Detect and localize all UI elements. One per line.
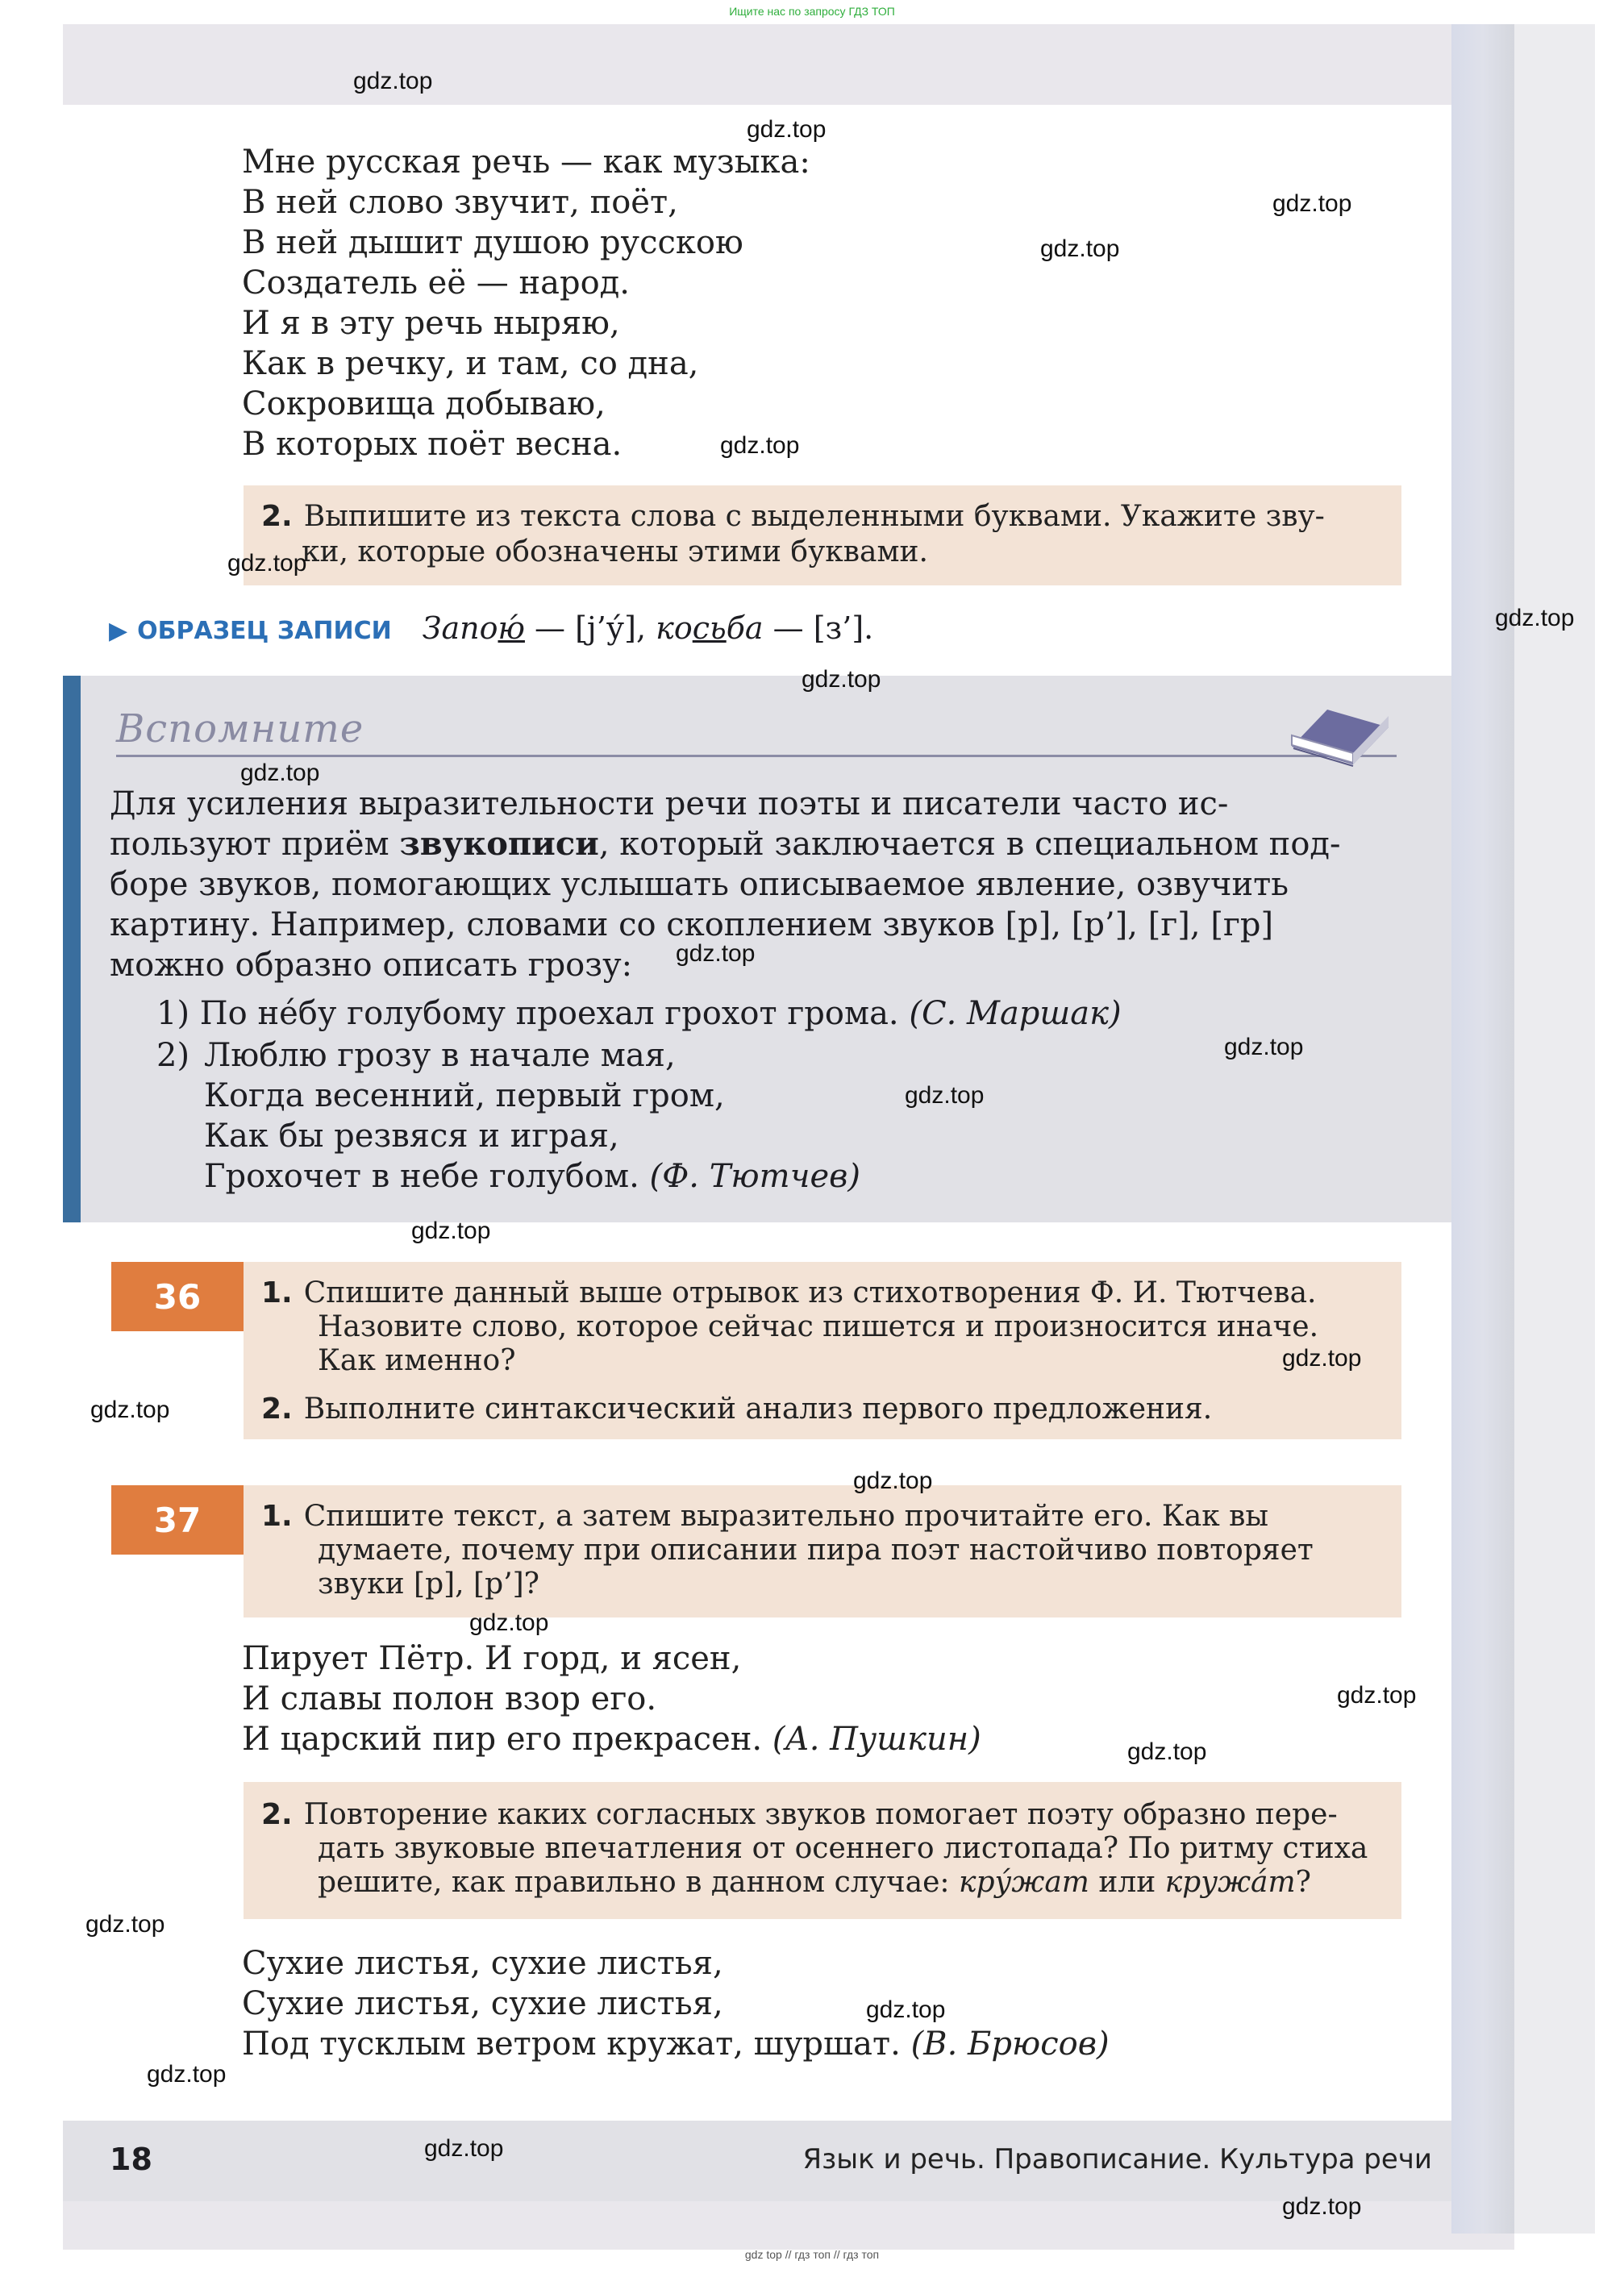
watermark: gdz.top — [240, 760, 320, 786]
poem-line — [242, 1719, 981, 1759]
task-text: думаете, почему при описании пира поэт настойчиво повторяет — [318, 1534, 1314, 1567]
example-1 — [156, 993, 1122, 1034]
remember-accent-bar — [63, 676, 81, 1222]
footer-note: gdz top // гдз топ // гдз топ — [744, 2248, 880, 2261]
watermark: gdz.top — [90, 1397, 170, 1423]
task-text: Как именно? — [318, 1344, 516, 1377]
header-note: Ищите нас по запросу ГДЗ ТОП — [729, 5, 895, 18]
poem-author: (А. Пушкин) — [772, 1721, 981, 1758]
remember-line: боре звуков, помогающих услышать описываемое явление, озвучить — [110, 866, 1289, 903]
example-number: 1) — [156, 995, 190, 1032]
page-edge — [1514, 24, 1595, 2234]
watermark: gdz.top — [424, 2135, 504, 2162]
footer-title: Язык и речь. Правописание. Культура речи — [802, 2143, 1432, 2175]
poem-line: В ней слово звучит, поёт, — [242, 184, 678, 221]
watermark: gdz.top — [1337, 1682, 1417, 1709]
task-number: 2. — [261, 1393, 293, 1426]
task-number: 2. — [261, 1798, 293, 1831]
watermark: gdz.top — [147, 2061, 227, 2088]
example-author: (Ф. Тютчев) — [649, 1158, 861, 1195]
example-text: По не́бу голубому проехал грохот грома. — [199, 995, 910, 1032]
sample-label: ОБРАЗЕЦ ЗАПИСИ — [137, 617, 392, 645]
page-number: 18 — [110, 2142, 152, 2177]
task-text: или — [1089, 1866, 1165, 1899]
watermark: gdz.top — [411, 1218, 491, 1244]
task-text: Назовите слово, которое сейчас пишется и произносится иначе. — [318, 1310, 1319, 1343]
word-part: ба — [726, 610, 764, 646]
exercise-36-number: 36 — [111, 1262, 244, 1331]
exercise-37-box-2 — [244, 1782, 1401, 1919]
poem-line: В ней дышит душою русскою — [242, 224, 743, 261]
task-text: звуки [р], [р’]? — [318, 1567, 539, 1601]
sample-word-2 — [656, 610, 763, 646]
poem-line: Создатель её — народ. — [242, 264, 630, 302]
page-footer — [63, 2121, 1451, 2201]
poem-text: Под тусклым ветром кружат, шуршат. — [242, 2025, 911, 2063]
task-text: Повторение каких согласных звуков помогает поэту образно пере- — [303, 1798, 1338, 1831]
sample-record — [109, 610, 873, 646]
poem-1 — [242, 142, 810, 464]
watermark: gdz.top — [866, 1996, 946, 2023]
remember-divider — [116, 755, 1397, 757]
task-text: решите, как правильно в данном случае: — [318, 1866, 959, 1899]
watermark: gdz.top — [747, 116, 827, 143]
example-text: Грохочет в небе голубом. — [204, 1158, 650, 1195]
exercise-37-number: 37 — [111, 1485, 244, 1555]
example-2-line: Когда весенний, первый гром, — [204, 1077, 725, 1114]
book-icon — [1285, 690, 1390, 768]
watermark: gdz.top — [720, 432, 800, 459]
watermark: gdz.top — [853, 1468, 933, 1494]
poem-author: (В. Брюсов) — [910, 2025, 1110, 2063]
example-2-line: Как бы резвяся и играя, — [204, 1118, 619, 1155]
watermark: gdz.top — [1282, 2193, 1362, 2220]
watermark: gdz.top — [1272, 190, 1352, 217]
task-text: ки, которые обозначены этими буквами. — [302, 535, 928, 568]
remember-line: Для усиления выразительности речи поэты и писатели часто ис- — [110, 785, 1229, 822]
word-part: Запо — [422, 610, 498, 646]
watermark: gdz.top — [353, 68, 433, 94]
example-2-line — [204, 1156, 860, 1197]
sample-sound-1: — [j’у́], — [524, 610, 656, 646]
poem-line: Сокровища добываю, — [242, 385, 606, 423]
poem-text: И царский пир его прекрасен. — [242, 1721, 772, 1758]
highlighted-letter: ю́ — [498, 610, 525, 646]
poem-pushkin — [242, 1638, 981, 1759]
task-2-box — [244, 485, 1401, 585]
triangle-marker-icon: ▶ — [109, 617, 128, 645]
watermark: gdz.top — [1127, 1738, 1207, 1765]
task-text: Спишите данный выше отрывок из стихотворения Ф. И. Тютчева. — [303, 1276, 1317, 1309]
page-binding-strip — [1451, 24, 1514, 2234]
poem-line: В которых поёт весна. — [242, 426, 623, 463]
watermark: gdz.top — [227, 550, 307, 577]
poem-line: Пирует Пётр. И горд, и ясен, — [242, 1640, 742, 1677]
highlighted-letter: сь — [692, 610, 727, 646]
remember-line: можно образно описать грозу: — [110, 947, 633, 984]
poem-line: Мне русская речь — как музыка: — [242, 144, 810, 181]
exercise-37-box-1 — [244, 1485, 1401, 1617]
exercise-36-box — [244, 1262, 1401, 1439]
watermark: gdz.top — [1495, 605, 1575, 631]
task-text: Спишите текст, а затем выразительно прочитайте его. Как вы — [303, 1500, 1269, 1533]
task-text: дать звуковые впечатления от осеннего листопада? По ритму стиха — [318, 1832, 1368, 1865]
watermark: gdz.top — [1040, 235, 1120, 262]
poem-line — [242, 2024, 1110, 2064]
task-number: 1. — [261, 1500, 293, 1533]
option-1: кру́жат — [958, 1866, 1089, 1899]
watermark: gdz.top — [802, 666, 881, 693]
poem-line: И я в эту речь ныряю, — [242, 305, 620, 342]
task-text: ? — [1295, 1866, 1311, 1899]
task-text: Выполните синтаксический анализ первого предложения. — [303, 1393, 1213, 1426]
watermark: gdz.top — [469, 1609, 549, 1636]
poem-line: И славы полон взор его. — [242, 1680, 657, 1717]
watermark: gdz.top — [676, 940, 756, 967]
remember-line: картину. Например, словами со скоплением звуков [р], [р’], [г], [гр] — [110, 906, 1274, 943]
task-number: 2. — [261, 500, 293, 533]
sample-word-1 — [423, 610, 525, 646]
remember-box — [63, 676, 1451, 1222]
remember-line: пользуют приём звукописи, который заключается в специальном под- — [110, 825, 1341, 863]
task-text: Выпишите из текста слова с выделенными буквами. Укажите зву- — [303, 500, 1325, 533]
example-2-number: 2) — [156, 1037, 190, 1074]
poem-bryusov — [242, 1943, 1110, 2064]
remember-title: Вспомните — [116, 706, 364, 751]
poem-line: Как в речку, и там, со дна, — [242, 345, 699, 382]
sample-sound-2: — [з’]. — [763, 610, 874, 646]
poem-line: Сухие листья, сухие листья, — [242, 1985, 723, 2022]
word-part: ко — [656, 610, 693, 646]
watermark: gdz.top — [905, 1082, 985, 1109]
option-2: кружа́т — [1164, 1866, 1296, 1899]
watermark: gdz.top — [85, 1911, 165, 1938]
poem-line: Сухие листья, сухие листья, — [242, 1945, 723, 1982]
task-number: 1. — [261, 1276, 293, 1309]
example-2-line: Люблю грозу в начале мая, — [204, 1037, 676, 1074]
example-author: (С. Маршак) — [909, 995, 1122, 1032]
watermark: gdz.top — [1282, 1345, 1362, 1372]
watermark: gdz.top — [1224, 1034, 1304, 1060]
